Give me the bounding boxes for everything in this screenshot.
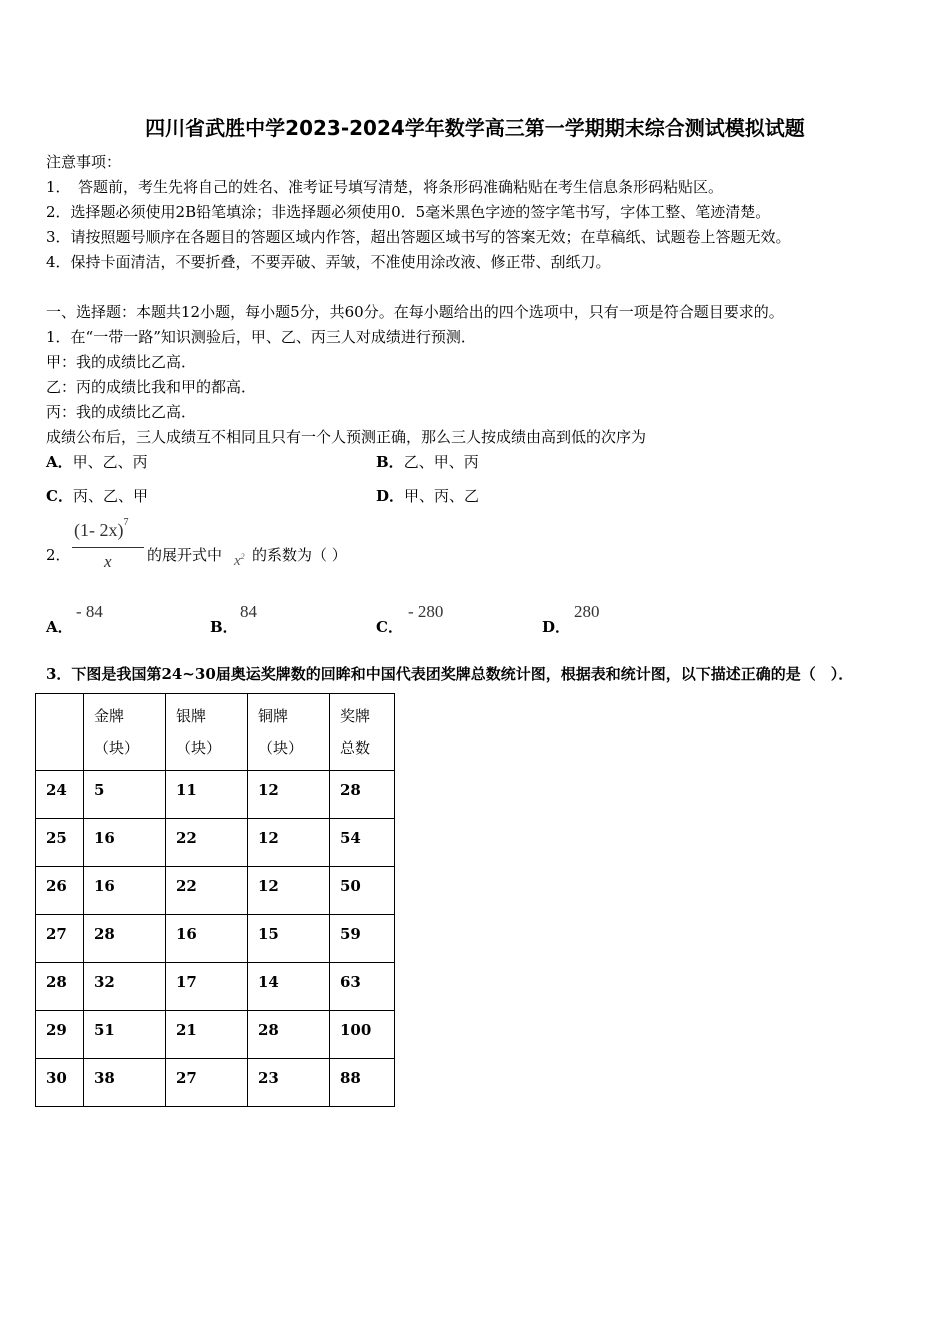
table-cell: 32 <box>84 963 166 1011</box>
header-bronze-line1: 铜牌 <box>258 707 289 725</box>
q1-line-jia: 甲：我的成绩比乙高． <box>46 353 197 371</box>
table-header-row <box>36 694 395 771</box>
table-cell: 12 <box>248 867 330 915</box>
table-cell: 24 <box>36 771 84 819</box>
q2-numerator <box>74 517 129 541</box>
q2-option-a-value: - 84 <box>76 602 103 621</box>
q1-option-d-text: 甲、丙、乙 <box>404 487 480 505</box>
header-gold-line1: 金牌 <box>94 707 125 725</box>
q2-option-b-value: 84 <box>240 602 257 621</box>
table-cell: 30 <box>36 1059 84 1107</box>
header-silver-line2: （块） <box>176 739 222 757</box>
table-cell: 21 <box>166 1011 248 1059</box>
q1-option-d <box>376 486 479 506</box>
table-cell: 51 <box>84 1011 166 1059</box>
q1-option-c-label: C． <box>46 487 73 505</box>
q2-number: 2． <box>46 546 71 564</box>
header-cell-silver <box>166 694 248 771</box>
notice-heading: 注意事项： <box>46 153 122 171</box>
q2-numerator-text: (1- 2x) <box>74 520 124 540</box>
notice-item-4: 4．保持卡面清洁，不要折叠，不要弄破、弄皱，不准使用涂改液、修正带、刮纸刀。 <box>46 253 611 271</box>
table-cell: 50 <box>330 867 395 915</box>
q2-option-d-label-text: D． <box>542 618 571 636</box>
q2-x-var: x <box>234 553 241 569</box>
table-cell: 27 <box>36 915 84 963</box>
table-cell: 22 <box>166 819 248 867</box>
q1-option-b <box>376 452 479 472</box>
q1-option-b-text: 乙、甲、丙 <box>403 453 479 471</box>
q2-option-d-value: 280 <box>574 602 600 621</box>
q2-option-c-value: - 280 <box>408 602 444 621</box>
table-cell: 5 <box>84 771 166 819</box>
table-row <box>36 771 395 819</box>
q3-stem: 3．下图是我国第24~30届奥运奖牌数的回眸和中国代表团奖牌总数统计图，根据表和统计图，以下描述正确的是（ ）． <box>46 665 854 683</box>
table-cell: 23 <box>248 1059 330 1107</box>
header-cell-bronze <box>248 694 330 771</box>
table-row <box>36 819 395 867</box>
table-row <box>36 963 395 1011</box>
table-cell: 14 <box>248 963 330 1011</box>
table-cell: 28 <box>330 771 395 819</box>
header-silver-line1: 银牌 <box>176 707 207 725</box>
table-row <box>36 867 395 915</box>
table-cell: 12 <box>248 819 330 867</box>
page-title: 四川省武胜中学2023-2024学年数学高三第一学期期末综合测试模拟试题 <box>145 116 805 140</box>
notice-item-1: 1． 答题前，考生先将自己的姓名、准考证号填写清楚，将条形码准确粘贴在考生信息条形码粘贴区。 <box>46 178 724 196</box>
header-cell-blank <box>36 694 84 771</box>
notice-item-2: 2．选择题必须使用2B铅笔填涂；非选择题必须使用0．5毫米黑色字迹的签字笔书写，字体工整、笔迹清楚。 <box>46 203 771 221</box>
table-cell: 28 <box>36 963 84 1011</box>
q2-option-c-label <box>376 617 403 637</box>
q2-option-a-label-text: A． <box>46 618 73 636</box>
table-cell: 22 <box>166 867 248 915</box>
table-cell: 16 <box>166 915 248 963</box>
q2-denominator: x <box>104 552 112 571</box>
q2-exponent: 7 <box>123 517 129 528</box>
q1-option-d-label: D． <box>376 487 405 505</box>
table-cell: 88 <box>330 1059 395 1107</box>
table-cell: 63 <box>330 963 395 1011</box>
q1-line-bing: 丙：我的成绩比乙高． <box>46 403 197 421</box>
q2-option-b-label-text: B． <box>210 618 238 636</box>
q2-x-power <box>234 552 245 570</box>
q1-question: 成绩公布后，三人成绩互不相同且只有一个人预测正确，那么三人按成绩由高到低的次序为 <box>46 428 647 446</box>
header-total-line2: 总数 <box>340 739 371 757</box>
header-total-line1: 奖牌 <box>340 707 371 725</box>
q1-option-c-text: 丙、乙、甲 <box>72 487 148 505</box>
table-row <box>36 915 395 963</box>
table-cell: 28 <box>248 1011 330 1059</box>
table-cell: 29 <box>36 1011 84 1059</box>
header-cell-total <box>330 694 395 771</box>
table-cell: 16 <box>84 819 166 867</box>
table-cell: 27 <box>166 1059 248 1107</box>
header-bronze-line2: （块） <box>258 739 304 757</box>
q1-option-a <box>46 452 148 472</box>
q1-option-a-label: A． <box>46 453 73 471</box>
q2-option-a-label <box>46 617 73 637</box>
q2-option-c-label-text: C． <box>376 618 403 636</box>
table-row <box>36 1059 395 1107</box>
q2-x-exp: 2 <box>240 552 245 561</box>
q1-option-c <box>46 486 148 506</box>
medal-table <box>35 693 395 1107</box>
section-heading: 一、选择题：本题共12小题，每小题5分，共60分。在每小题给出的四个选项中，只有一项是符合题目要求的。 <box>46 303 784 321</box>
table-cell: 12 <box>248 771 330 819</box>
q1-option-a-text: 甲、乙、丙 <box>72 453 148 471</box>
fraction-bar <box>72 547 144 548</box>
table-cell: 16 <box>84 867 166 915</box>
q1-stem: 1．在“一带一路”知识测验后，甲、乙、丙三人对成绩进行预测． <box>46 328 476 346</box>
table-cell: 15 <box>248 915 330 963</box>
q1-line-yi: 乙：丙的成绩比我和甲的都高． <box>46 378 257 396</box>
q2-option-d-label <box>542 617 570 637</box>
table-cell: 59 <box>330 915 395 963</box>
table-cell: 11 <box>166 771 248 819</box>
table-cell: 54 <box>330 819 395 867</box>
table-cell: 25 <box>36 819 84 867</box>
header-gold-line2: （块） <box>94 739 140 757</box>
table-cell: 100 <box>330 1011 395 1059</box>
table-cell: 28 <box>84 915 166 963</box>
table-cell: 17 <box>166 963 248 1011</box>
notice-item-3: 3．请按照题号顺序在各题目的答题区域内作答，超出答题区域书写的答案无效；在草稿纸、试题卷上答题无效。 <box>46 228 791 246</box>
q1-option-b-label: B． <box>376 453 404 471</box>
table-cell: 26 <box>36 867 84 915</box>
q2-tail-text: 的系数为（ ） <box>252 546 347 564</box>
table-cell: 38 <box>84 1059 166 1107</box>
q2-option-b-label <box>210 617 238 637</box>
table-row <box>36 1011 395 1059</box>
q2-mid-text: 的展开式中 <box>147 546 223 564</box>
header-cell-gold <box>84 694 166 771</box>
